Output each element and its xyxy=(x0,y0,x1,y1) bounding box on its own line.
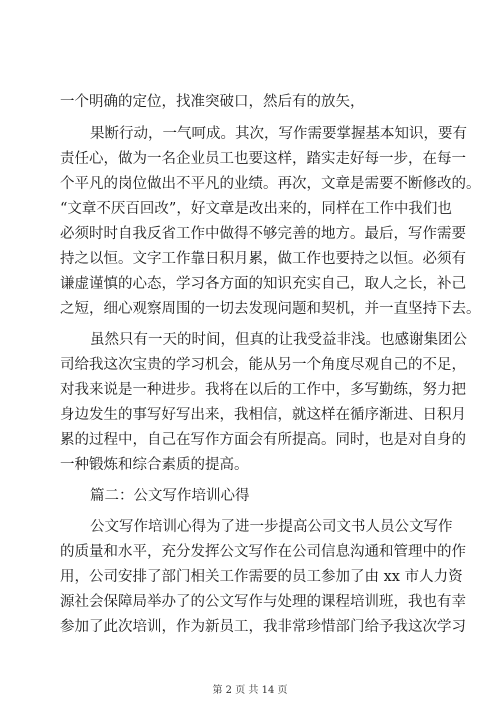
page-footer: 第 2 页 共 14 页 xyxy=(212,685,288,696)
text-line: 一种锻炼和综合素质的提高。 xyxy=(60,457,249,473)
text-line: 持之以恒。文字工作靠日积月累，做工作也要持之以恒。必须有 xyxy=(60,251,466,267)
text-line: 累的过程中，自己在写作方面会有所提高。同时，也是对自身的 xyxy=(60,432,466,448)
text-line: 谦虚谨慎的心态，学习各方面的知识充实自己，取人之长，补己 xyxy=(60,276,466,292)
text-line: 的质量和水平，充分发挥公文写作在公司信息沟通和管理中的作 xyxy=(60,544,466,560)
text-line: 参加了此次培训，作为新员工，我非常珍惜部门给予我这次学习 xyxy=(60,619,466,635)
text-line: 用，公司安排了部门相关工作需要的员工参加了由 xx 市人力资 xyxy=(60,569,463,585)
text-line: 身边发生的事写好写出来，我相信，就这样在循序渐进、日积月 xyxy=(60,407,466,423)
text-line: 个平凡的岗位做出不平凡的业绩。再次，文章是需要不断修改的。 xyxy=(60,176,481,192)
text-line: 之短，细心观察周围的一切去发现问题和契机，并一直坚持下去。 xyxy=(60,301,481,317)
text-line: 一个明确的定位，找准突破口，然后有的放矢， xyxy=(60,94,365,110)
paragraph-line: 虽然只有一天的时间，但真的让我受益非浅。也感谢集团公 xyxy=(90,332,467,348)
text-line: “文章不厌百回改”，好文章是改出来的，同样在工作中我们也 xyxy=(60,201,452,217)
text-line: 源社会保障局举办了的公文写作与处理的课程培训班，我也有幸 xyxy=(60,594,466,610)
section-heading: 篇二：公文写作培训心得 xyxy=(90,488,250,504)
text-line: 对我来说是一种进步。我将在以后的工作中，多写勤练，努力把 xyxy=(60,382,466,398)
text-line: 责任心，做为一名企业员工也要这样，踏实走好每一步，在每一 xyxy=(60,151,466,167)
paragraph-line: 公文写作培训心得为了进一步提高公司文书人员公文写作 xyxy=(90,519,453,535)
text-line: 必须时时自我反省工作中做得不够完善的地方。最后，写作需要 xyxy=(60,226,466,242)
paragraph-line: 果断行动，一气呵成。其次，写作需要掌握基本知识，要有 xyxy=(90,126,467,142)
text-line: 司给我这次宝贵的学习机会，能从另一个角度尽观自己的不足， xyxy=(60,357,466,373)
